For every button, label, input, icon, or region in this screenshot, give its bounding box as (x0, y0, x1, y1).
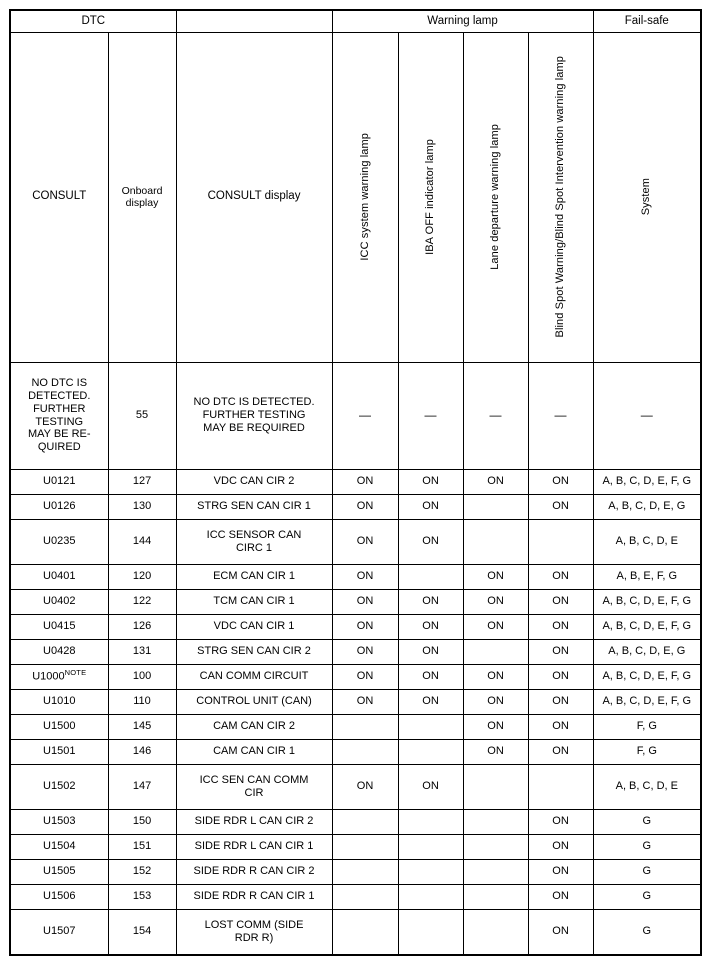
cell-lamp-blind-spot (528, 764, 593, 809)
table-row (10, 362, 701, 469)
cell-lamp-icc: ON (332, 564, 398, 589)
cell-consult-code (10, 909, 108, 955)
cell-consult-code (10, 614, 108, 639)
consult-display-line: VDC CAN CIR 1 (213, 620, 295, 633)
table-row (10, 639, 701, 664)
header-consult-display: CONSULT display (176, 32, 332, 362)
cell-lamp-lane: ON (463, 739, 528, 764)
cell-lamp-lane (463, 764, 528, 809)
header-group-dtc: DTC (10, 10, 176, 32)
cell-lamp-icc: ON (332, 494, 398, 519)
cell-consult-display (176, 884, 332, 909)
cell-consult-code (10, 689, 108, 714)
cell-lamp-icc (332, 834, 398, 859)
consult-code-line: NO DTC IS (31, 377, 88, 390)
cell-consult-code (10, 859, 108, 884)
cell-consult-code (10, 714, 108, 739)
cell-consult-display (176, 639, 332, 664)
cell-consult-display (176, 494, 332, 519)
cell-onboard-display: 146 (108, 739, 176, 764)
cell-lamp-blind-spot: ON (528, 714, 593, 739)
header-onboard-display (108, 32, 176, 362)
cell-lamp-blind-spot: ON (528, 639, 593, 664)
cell-fail-safe-system: A, B, C, D, E, F, G (593, 689, 701, 714)
cell-lamp-lane: ON (463, 689, 528, 714)
consult-display-line: NO DTC IS DETECTED. (193, 396, 315, 409)
header-group-fail-safe: Fail-safe (593, 10, 701, 32)
cell-consult-display (176, 714, 332, 739)
consult-code-text: U0415 (43, 620, 76, 633)
cell-fail-safe-system: A, B, C, D, E, F, G (593, 614, 701, 639)
cell-lamp-lane (463, 639, 528, 664)
consult-code-text: U0428 (43, 645, 76, 658)
cell-lamp-lane: ON (463, 614, 528, 639)
cell-consult-display (176, 909, 332, 955)
dash-mark: — (489, 407, 502, 422)
cell-lamp-lane (463, 362, 528, 469)
cell-consult-code (10, 884, 108, 909)
dtc-diagnostic-table (9, 9, 702, 956)
cell-consult-display (176, 689, 332, 714)
cell-lamp-icc (332, 859, 398, 884)
cell-lamp-iba: ON (398, 614, 463, 639)
consult-code-line: QUIRED (37, 441, 81, 453)
cell-lamp-blind-spot (528, 362, 593, 469)
cell-lamp-blind-spot: ON (528, 614, 593, 639)
consult-code-text: U0402 (43, 595, 76, 608)
table-row (10, 494, 701, 519)
header-onboard-display-line2: display (125, 197, 159, 209)
cell-lamp-iba (398, 714, 463, 739)
cell-lamp-iba: ON (398, 639, 463, 664)
header-column-row (10, 32, 701, 362)
cell-lamp-blind-spot: ON (528, 834, 593, 859)
consult-code-text: U1010 (43, 695, 76, 708)
consult-code-line: MAY BE RE- (27, 428, 91, 441)
cell-lamp-blind-spot: ON (528, 739, 593, 764)
cell-lamp-lane: ON (463, 589, 528, 614)
cell-lamp-blind-spot: ON (528, 469, 593, 494)
cell-lamp-iba: ON (398, 494, 463, 519)
header-lamp-lane-label: Lane departure warning lamp (489, 124, 502, 270)
cell-onboard-display: 147 (108, 764, 176, 809)
cell-lamp-blind-spot: ON (528, 564, 593, 589)
table-row (10, 469, 701, 494)
cell-onboard-display: 126 (108, 614, 176, 639)
cell-lamp-lane: ON (463, 714, 528, 739)
table-row (10, 689, 701, 714)
cell-lamp-icc: ON (332, 589, 398, 614)
consult-code-text: U1502 (43, 780, 76, 793)
header-lamp-icc (332, 32, 398, 362)
cell-lamp-icc: ON (332, 469, 398, 494)
cell-lamp-icc: ON (332, 764, 398, 809)
table-row (10, 739, 701, 764)
consult-code-text: U1000 (32, 670, 65, 683)
cell-onboard-display: 130 (108, 494, 176, 519)
cell-fail-safe-system: G (593, 834, 701, 859)
consult-code-text: U1506 (43, 890, 76, 903)
header-group-row (10, 10, 701, 32)
cell-lamp-lane (463, 494, 528, 519)
cell-lamp-lane (463, 884, 528, 909)
consult-code-text: U1500 (43, 720, 76, 733)
consult-code-text: U1501 (43, 745, 76, 758)
consult-display-line: ICC SENSOR CAN (206, 528, 302, 541)
cell-consult-code (10, 739, 108, 764)
cell-fail-safe-system: G (593, 809, 701, 834)
cell-lamp-icc (332, 884, 398, 909)
cell-lamp-blind-spot: ON (528, 664, 593, 689)
consult-display-line: TCM CAN CIR 1 (213, 595, 295, 608)
consult-display-line: MAY BE REQUIRED (203, 421, 305, 434)
cell-consult-display (176, 834, 332, 859)
consult-code-text: U1504 (43, 840, 76, 853)
consult-code-text: U0126 (43, 500, 76, 513)
cell-lamp-iba (398, 362, 463, 469)
cell-fail-safe-system: G (593, 909, 701, 955)
cell-consult-display (176, 809, 332, 834)
cell-lamp-icc (332, 809, 398, 834)
cell-fail-safe-system: A, B, E, F, G (593, 564, 701, 589)
consult-display-line: STRG SEN CAN CIR 2 (197, 645, 311, 658)
cell-consult-display (176, 589, 332, 614)
cell-lamp-iba (398, 809, 463, 834)
cell-lamp-blind-spot: ON (528, 689, 593, 714)
consult-code-text: U0401 (43, 570, 76, 583)
cell-consult-display (176, 519, 332, 564)
dash-mark: — (424, 407, 437, 422)
cell-onboard-display: 100 (108, 664, 176, 689)
consult-display-line: FURTHER TESTING (202, 409, 306, 422)
table-row (10, 809, 701, 834)
consult-display-line: SIDE RDR L CAN CIR 2 (194, 815, 314, 828)
cell-consult-display (176, 614, 332, 639)
header-system-label: System (640, 178, 653, 216)
consult-display-line: STRG SEN CAN CIR 1 (197, 500, 311, 513)
table-row (10, 714, 701, 739)
consult-code-text: U1503 (43, 815, 76, 828)
cell-onboard-display: 145 (108, 714, 176, 739)
consult-code-line: FURTHER (33, 402, 86, 415)
table-row (10, 884, 701, 909)
cell-onboard-display: 110 (108, 689, 176, 714)
header-onboard-display-line1: Onboard (121, 184, 163, 197)
cell-lamp-icc (332, 362, 398, 469)
cell-lamp-blind-spot: ON (528, 494, 593, 519)
header-group-blank (176, 10, 332, 32)
header-lamp-iba (398, 32, 463, 362)
cell-lamp-iba (398, 909, 463, 955)
cell-lamp-lane (463, 909, 528, 955)
cell-consult-code (10, 494, 108, 519)
table-row (10, 834, 701, 859)
cell-lamp-lane: ON (463, 564, 528, 589)
cell-lamp-iba: ON (398, 519, 463, 564)
consult-display-line: CAM CAN CIR 1 (213, 745, 295, 758)
cell-lamp-iba (398, 739, 463, 764)
cell-fail-safe-system: A, B, C, D, E, F, G (593, 664, 701, 689)
cell-consult-code (10, 834, 108, 859)
cell-lamp-iba: ON (398, 664, 463, 689)
table-row (10, 859, 701, 884)
cell-lamp-icc (332, 739, 398, 764)
consult-display-line: CIRC 1 (235, 541, 273, 554)
cell-consult-display (176, 362, 332, 469)
consult-display-line: ECM CAN CIR 1 (213, 570, 295, 583)
cell-consult-code (10, 362, 108, 469)
header-consult: CONSULT (10, 32, 108, 362)
cell-lamp-icc: ON (332, 664, 398, 689)
cell-fail-safe-system: F, G (593, 714, 701, 739)
cell-lamp-lane (463, 859, 528, 884)
consult-display-line: SIDE RDR R CAN CIR 2 (193, 865, 315, 878)
consult-code-text: U0235 (43, 535, 76, 548)
cell-fail-safe-system: G (593, 859, 701, 884)
cell-fail-safe-system: A, B, C, D, E, G (593, 639, 701, 664)
header-lamp-blind-spot (528, 32, 593, 362)
cell-consult-display (176, 859, 332, 884)
consult-display-line: LOST COMM (SIDE (204, 918, 304, 931)
dash-mark: — (640, 407, 653, 422)
cell-lamp-iba: ON (398, 689, 463, 714)
cell-consult-code (10, 764, 108, 809)
header-lamp-lane (463, 32, 528, 362)
cell-lamp-icc: ON (332, 614, 398, 639)
cell-consult-display (176, 469, 332, 494)
consult-code-text: U1507 (43, 925, 76, 938)
cell-lamp-blind-spot: ON (528, 859, 593, 884)
cell-fail-safe-system: A, B, C, D, E (593, 764, 701, 809)
table-row (10, 664, 701, 689)
cell-lamp-icc: ON (332, 639, 398, 664)
consult-code-line: TESTING (35, 415, 84, 428)
table-row (10, 519, 701, 564)
cell-onboard-display: 55 (108, 362, 176, 469)
cell-fail-safe-system: G (593, 884, 701, 909)
cell-lamp-blind-spot: ON (528, 589, 593, 614)
cell-consult-code (10, 519, 108, 564)
header-group-warning-lamp: Warning lamp (332, 10, 593, 32)
consult-code-line: DETECTED. (28, 390, 91, 402)
cell-onboard-display: 122 (108, 589, 176, 614)
cell-onboard-display: 154 (108, 909, 176, 955)
cell-fail-safe-system (593, 362, 701, 469)
cell-lamp-blind-spot: ON (528, 884, 593, 909)
cell-onboard-display: 120 (108, 564, 176, 589)
consult-display-line: RDR R) (234, 931, 274, 944)
cell-lamp-icc: ON (332, 519, 398, 564)
dash-mark: — (359, 407, 372, 422)
table-row (10, 564, 701, 589)
cell-lamp-icc (332, 714, 398, 739)
cell-onboard-display: 152 (108, 859, 176, 884)
cell-fail-safe-system: A, B, C, D, E, G (593, 494, 701, 519)
header-lamp-icc-label: ICC system warning lamp (358, 133, 371, 261)
cell-consult-code (10, 589, 108, 614)
cell-fail-safe-system: F, G (593, 739, 701, 764)
cell-fail-safe-system: A, B, C, D, E, F, G (593, 469, 701, 494)
consult-display-line: CIR (244, 786, 264, 799)
cell-lamp-iba (398, 564, 463, 589)
table-row (10, 909, 701, 955)
consult-display-line: CAM CAN CIR 2 (213, 720, 295, 733)
cell-lamp-blind-spot: ON (528, 909, 593, 955)
cell-fail-safe-system: A, B, C, D, E (593, 519, 701, 564)
cell-lamp-iba: ON (398, 469, 463, 494)
cell-consult-code (10, 809, 108, 834)
cell-consult-display (176, 664, 332, 689)
header-lamp-blind-spot-label: Blind Spot Warning/Blind Spot Intervention warning lamp (554, 56, 567, 338)
cell-lamp-lane: ON (463, 469, 528, 494)
cell-onboard-display: 153 (108, 884, 176, 909)
cell-lamp-lane: ON (463, 664, 528, 689)
cell-onboard-display: 151 (108, 834, 176, 859)
consult-code-text: U0121 (43, 475, 76, 488)
cell-lamp-iba: ON (398, 764, 463, 809)
table-row (10, 764, 701, 809)
consult-display-line: ICC SEN CAN COMM (199, 773, 309, 786)
cell-consult-code (10, 639, 108, 664)
cell-lamp-iba: ON (398, 589, 463, 614)
consult-display-line: VDC CAN CIR 2 (213, 475, 295, 488)
cell-lamp-lane (463, 519, 528, 564)
cell-consult-display (176, 564, 332, 589)
cell-lamp-blind-spot: ON (528, 809, 593, 834)
cell-lamp-icc (332, 909, 398, 955)
cell-consult-code (10, 564, 108, 589)
cell-lamp-icc: ON (332, 689, 398, 714)
cell-lamp-lane (463, 834, 528, 859)
consult-display-line: CAN COMM CIRCUIT (199, 670, 309, 683)
cell-lamp-iba (398, 884, 463, 909)
table-row (10, 589, 701, 614)
cell-consult-code (10, 469, 108, 494)
table-body (10, 10, 701, 955)
note-superscript: NOTE (64, 668, 87, 678)
cell-lamp-lane (463, 809, 528, 834)
consult-display-line: SIDE RDR L CAN CIR 1 (194, 840, 314, 853)
consult-display-line: CONTROL UNIT (CAN) (196, 695, 312, 708)
consult-display-line: SIDE RDR R CAN CIR 1 (193, 890, 315, 903)
header-system (593, 32, 701, 362)
cell-fail-safe-system: A, B, C, D, E, F, G (593, 589, 701, 614)
cell-onboard-display: 150 (108, 809, 176, 834)
cell-onboard-display: 131 (108, 639, 176, 664)
cell-onboard-display: 144 (108, 519, 176, 564)
consult-code-text: U1505 (43, 865, 76, 878)
cell-lamp-iba (398, 859, 463, 884)
header-lamp-iba-label: IBA OFF indicator lamp (424, 139, 437, 255)
cell-consult-code (10, 664, 108, 689)
cell-onboard-display: 127 (108, 469, 176, 494)
cell-consult-display (176, 764, 332, 809)
table-row (10, 614, 701, 639)
dash-mark: — (554, 407, 567, 422)
cell-lamp-iba (398, 834, 463, 859)
cell-consult-display (176, 739, 332, 764)
cell-lamp-blind-spot (528, 519, 593, 564)
